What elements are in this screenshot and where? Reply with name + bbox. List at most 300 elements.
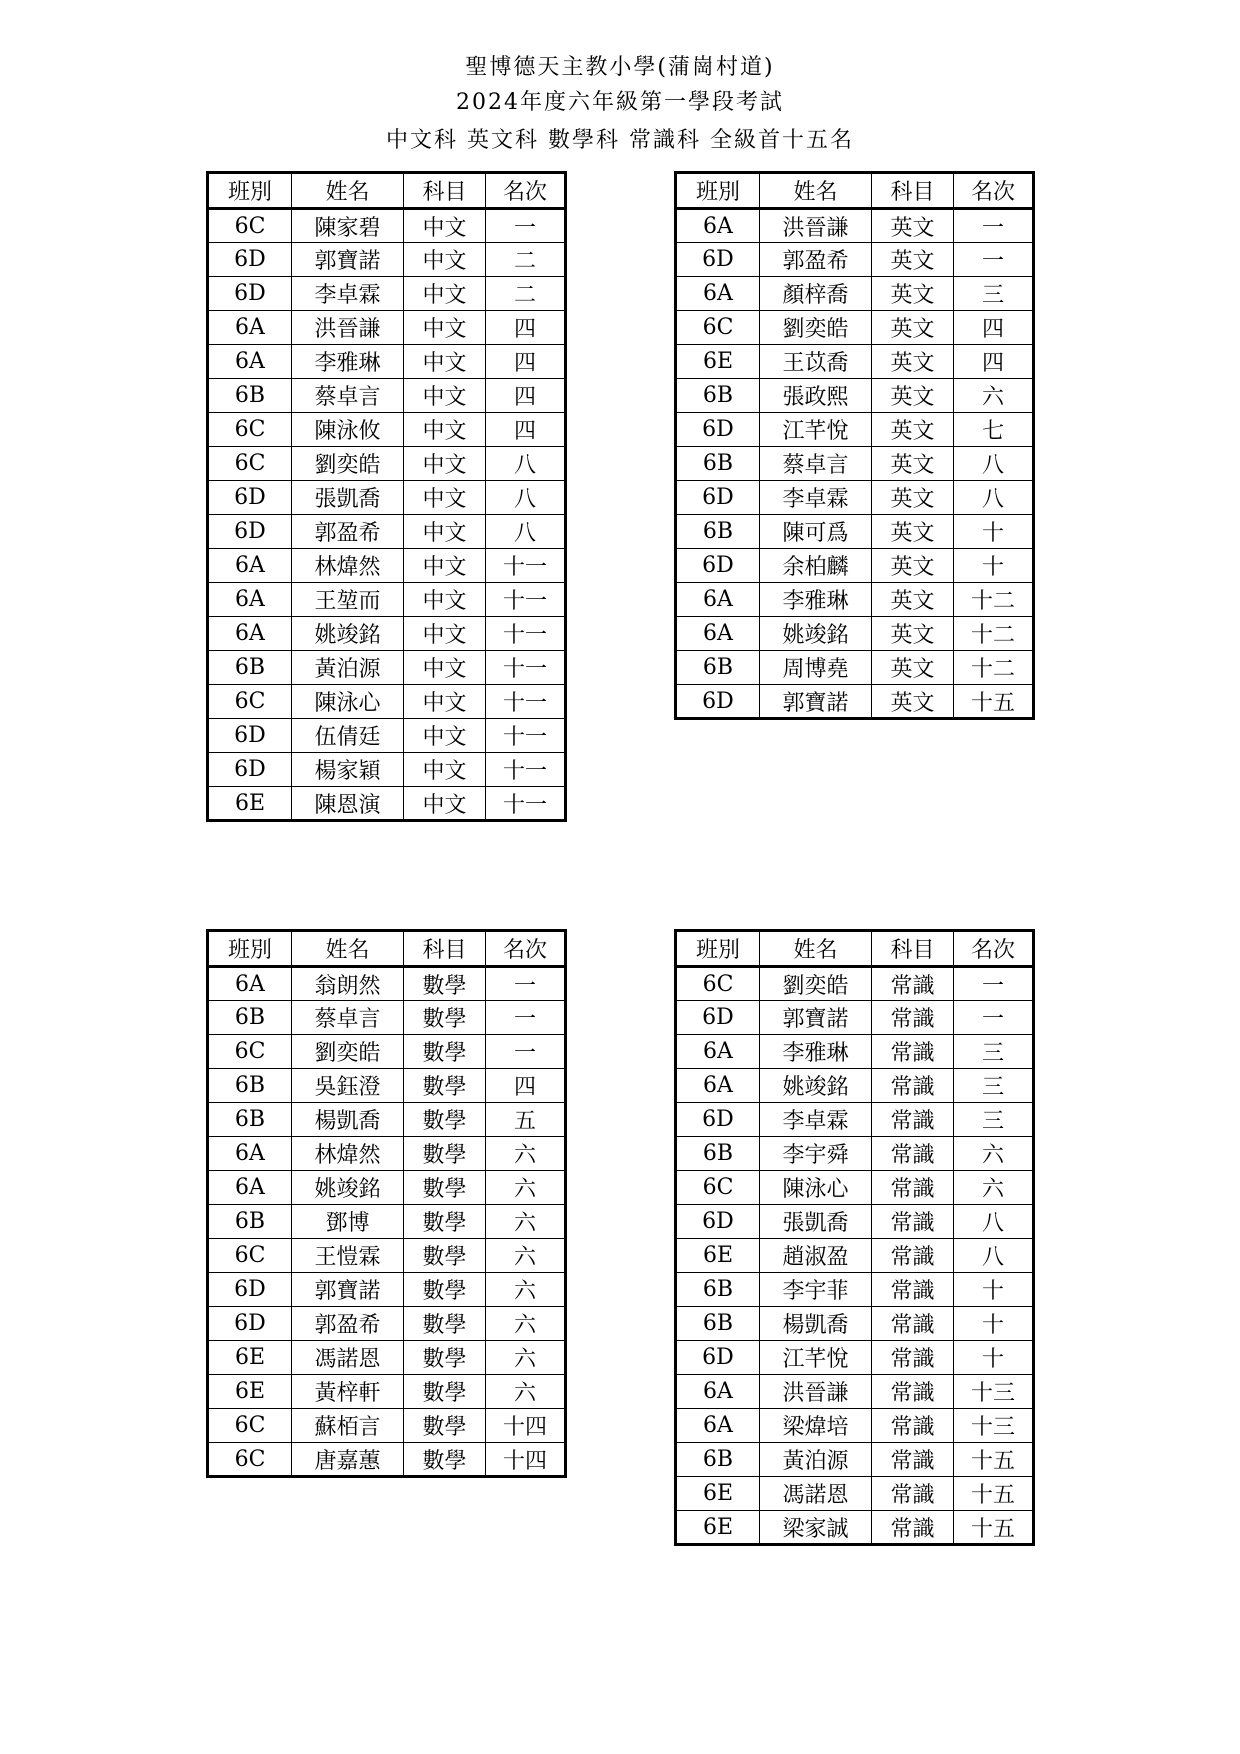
student-name-cell: 陳泳攸 bbox=[292, 413, 404, 447]
student-name-cell: 伍倩廷 bbox=[292, 719, 404, 753]
table-row bbox=[676, 1273, 1034, 1307]
student-name-cell: 林煒然 bbox=[292, 549, 404, 583]
class-cell: 6E bbox=[676, 345, 760, 379]
subject-cell: 常識 bbox=[872, 1239, 954, 1273]
class-cell: 6A bbox=[208, 549, 292, 583]
school-name: 聖博德天主教小學(蒲崗村道) bbox=[465, 55, 775, 80]
rank-cell: 十 bbox=[954, 549, 1034, 583]
student-name-cell: 蘇栢言 bbox=[292, 1409, 404, 1443]
subject-cell: 數學 bbox=[404, 1205, 486, 1239]
rank-cell: 六 bbox=[486, 1307, 566, 1341]
table-row bbox=[208, 1137, 566, 1171]
subject-cell: 數學 bbox=[404, 1137, 486, 1171]
class-cell: 6D bbox=[208, 243, 292, 277]
class-cell: 6C bbox=[208, 685, 292, 719]
class-cell: 6B bbox=[208, 651, 292, 685]
rank-cell: 十二 bbox=[954, 651, 1034, 685]
rank-cell: 十五 bbox=[954, 1443, 1034, 1477]
rank-cell: 四 bbox=[486, 345, 566, 379]
header-name: 姓名 bbox=[292, 931, 404, 967]
class-cell: 6B bbox=[208, 1001, 292, 1035]
student-name-cell: 唐嘉蕙 bbox=[292, 1443, 404, 1477]
table-row bbox=[676, 311, 1034, 345]
student-name-cell: 李宇舜 bbox=[760, 1137, 872, 1171]
table-row bbox=[208, 1375, 566, 1409]
subject-cell: 英文 bbox=[872, 515, 954, 549]
class-cell: 6D bbox=[208, 277, 292, 311]
header-rank: 名次 bbox=[486, 173, 566, 209]
class-cell: 6C bbox=[208, 447, 292, 481]
class-cell: 6D bbox=[208, 481, 292, 515]
header-subject: 科目 bbox=[872, 931, 954, 967]
student-name-cell: 郭寶諾 bbox=[292, 1273, 404, 1307]
class-cell: 6B bbox=[208, 1103, 292, 1137]
class-cell: 6A bbox=[208, 583, 292, 617]
rank-cell: 七 bbox=[954, 413, 1034, 447]
rank-cell: 十 bbox=[954, 515, 1034, 549]
subject-cell: 英文 bbox=[872, 481, 954, 515]
student-name-cell: 陳恩演 bbox=[292, 787, 404, 821]
subject-cell: 中文 bbox=[404, 617, 486, 651]
subject-cell: 常識 bbox=[872, 1341, 954, 1375]
table-row bbox=[676, 1205, 1034, 1239]
class-cell: 6B bbox=[676, 1273, 760, 1307]
subject-cell: 中文 bbox=[404, 243, 486, 277]
rank-cell: 十一 bbox=[486, 583, 566, 617]
rank-cell: 六 bbox=[486, 1375, 566, 1409]
student-name-cell: 林煒然 bbox=[292, 1137, 404, 1171]
student-name-cell: 蔡卓言 bbox=[760, 447, 872, 481]
class-cell: 6C bbox=[676, 967, 760, 1001]
class-cell: 6D bbox=[208, 753, 292, 787]
rank-cell: 八 bbox=[486, 447, 566, 481]
table-row bbox=[676, 1137, 1034, 1171]
class-cell: 6D bbox=[676, 481, 760, 515]
rank-cell: 一 bbox=[486, 1001, 566, 1035]
student-name-cell: 陳泳心 bbox=[760, 1171, 872, 1205]
table-row bbox=[676, 583, 1034, 617]
rank-cell: 四 bbox=[954, 345, 1034, 379]
student-name-cell: 黃泊源 bbox=[292, 651, 404, 685]
class-cell: 6D bbox=[208, 1273, 292, 1307]
subject-cell: 中文 bbox=[404, 753, 486, 787]
rank-cell: 十三 bbox=[954, 1375, 1034, 1409]
student-name-cell: 周博堯 bbox=[760, 651, 872, 685]
table-header-row bbox=[676, 931, 1034, 967]
english-ranking-table bbox=[674, 171, 1035, 720]
student-name-cell: 郭盈希 bbox=[292, 515, 404, 549]
student-name-cell: 劉奕皓 bbox=[292, 1035, 404, 1069]
subject-cell: 中文 bbox=[404, 413, 486, 447]
table-row bbox=[676, 1035, 1034, 1069]
subject-cell: 英文 bbox=[872, 379, 954, 413]
rank-cell: 十三 bbox=[954, 1409, 1034, 1443]
table-row bbox=[208, 651, 566, 685]
table-row bbox=[208, 787, 566, 821]
subject-cell: 中文 bbox=[404, 481, 486, 515]
student-name-cell: 黃泊源 bbox=[760, 1443, 872, 1477]
class-cell: 6D bbox=[676, 1103, 760, 1137]
header-class: 班別 bbox=[208, 931, 292, 967]
rank-cell: 十 bbox=[954, 1341, 1034, 1375]
subject-cell: 中文 bbox=[404, 515, 486, 549]
rank-cell: 四 bbox=[486, 379, 566, 413]
subject-cell: 常識 bbox=[872, 1477, 954, 1511]
table-row bbox=[676, 413, 1034, 447]
subject-cell: 常識 bbox=[872, 1273, 954, 1307]
exam-title: 2024年度六年級第一學段考試 bbox=[456, 90, 784, 115]
table-row bbox=[208, 719, 566, 753]
subject-cell: 數學 bbox=[404, 1273, 486, 1307]
subject-cell: 英文 bbox=[872, 345, 954, 379]
table-row bbox=[676, 1375, 1034, 1409]
subject-cell: 數學 bbox=[404, 1069, 486, 1103]
table-row bbox=[208, 967, 566, 1001]
table-row bbox=[208, 1103, 566, 1137]
rank-cell: 六 bbox=[954, 379, 1034, 413]
student-name-cell: 劉奕皓 bbox=[760, 967, 872, 1001]
rank-cell: 十二 bbox=[954, 617, 1034, 651]
class-cell: 6D bbox=[676, 413, 760, 447]
class-cell: 6B bbox=[676, 447, 760, 481]
subject-cell: 中文 bbox=[404, 277, 486, 311]
subject-cell: 常識 bbox=[872, 1511, 954, 1545]
rank-cell: 六 bbox=[954, 1137, 1034, 1171]
subject-cell: 數學 bbox=[404, 1375, 486, 1409]
table-row bbox=[208, 1205, 566, 1239]
class-cell: 6D bbox=[676, 1341, 760, 1375]
rank-cell: 一 bbox=[486, 1035, 566, 1069]
table-row bbox=[208, 277, 566, 311]
table-row bbox=[676, 1409, 1034, 1443]
rank-cell: 四 bbox=[486, 1069, 566, 1103]
header-rank: 名次 bbox=[954, 173, 1034, 209]
subject-cell: 英文 bbox=[872, 243, 954, 277]
rank-cell: 六 bbox=[486, 1341, 566, 1375]
student-name-cell: 李雅琳 bbox=[292, 345, 404, 379]
rank-cell: 十二 bbox=[954, 583, 1034, 617]
class-cell: 6C bbox=[208, 1409, 292, 1443]
table-row bbox=[208, 1035, 566, 1069]
subject-cell: 常識 bbox=[872, 1307, 954, 1341]
subject-cell: 常識 bbox=[872, 1443, 954, 1477]
student-name-cell: 李宇菲 bbox=[760, 1273, 872, 1307]
table-row bbox=[208, 379, 566, 413]
rank-cell: 二 bbox=[486, 243, 566, 277]
table-row bbox=[208, 617, 566, 651]
class-cell: 6C bbox=[676, 1171, 760, 1205]
rank-cell: 十一 bbox=[486, 787, 566, 821]
subject-cell: 常識 bbox=[872, 1001, 954, 1035]
rank-cell: 一 bbox=[486, 209, 566, 243]
table-row bbox=[676, 243, 1034, 277]
student-name-cell: 姚竣銘 bbox=[292, 617, 404, 651]
student-name-cell: 姚竣銘 bbox=[292, 1171, 404, 1205]
student-name-cell: 鄧博 bbox=[292, 1205, 404, 1239]
subject-cell: 常識 bbox=[872, 1205, 954, 1239]
subject-cell: 數學 bbox=[404, 1001, 486, 1035]
class-cell: 6B bbox=[676, 1137, 760, 1171]
subject-cell: 數學 bbox=[404, 1307, 486, 1341]
subject-cell: 數學 bbox=[404, 1171, 486, 1205]
student-name-cell: 張政熙 bbox=[760, 379, 872, 413]
class-cell: 6D bbox=[208, 515, 292, 549]
student-name-cell: 郭寶諾 bbox=[760, 685, 872, 719]
table-row bbox=[208, 1341, 566, 1375]
class-cell: 6D bbox=[676, 1205, 760, 1239]
class-cell: 6B bbox=[208, 1205, 292, 1239]
rank-cell: 八 bbox=[954, 447, 1034, 481]
student-name-cell: 洪晉謙 bbox=[760, 1375, 872, 1409]
student-name-cell: 姚竣銘 bbox=[760, 1069, 872, 1103]
table-row bbox=[676, 481, 1034, 515]
rank-cell: 六 bbox=[486, 1273, 566, 1307]
table-row bbox=[676, 617, 1034, 651]
subject-cell: 英文 bbox=[872, 651, 954, 685]
table-row bbox=[676, 549, 1034, 583]
table-row bbox=[676, 967, 1034, 1001]
class-cell: 6C bbox=[208, 413, 292, 447]
student-name-cell: 梁家誠 bbox=[760, 1511, 872, 1545]
table-row bbox=[208, 1001, 566, 1035]
class-cell: 6C bbox=[676, 311, 760, 345]
header-class: 班別 bbox=[676, 931, 760, 967]
subject-cell: 常識 bbox=[872, 1375, 954, 1409]
class-cell: 6D bbox=[676, 685, 760, 719]
rank-cell: 四 bbox=[486, 311, 566, 345]
table-row bbox=[676, 1103, 1034, 1137]
table-header-row bbox=[676, 173, 1034, 209]
class-cell: 6E bbox=[676, 1511, 760, 1545]
student-name-cell: 姚竣銘 bbox=[760, 617, 872, 651]
rank-cell: 十一 bbox=[486, 753, 566, 787]
rank-cell: 八 bbox=[486, 515, 566, 549]
header-rank: 名次 bbox=[486, 931, 566, 967]
class-cell: 6B bbox=[676, 651, 760, 685]
class-cell: 6A bbox=[676, 277, 760, 311]
class-cell: 6E bbox=[208, 1375, 292, 1409]
rank-cell: 八 bbox=[486, 481, 566, 515]
class-cell: 6A bbox=[676, 209, 760, 243]
subject-cell: 常識 bbox=[872, 1171, 954, 1205]
table-row bbox=[676, 1341, 1034, 1375]
table-row bbox=[208, 1239, 566, 1273]
student-name-cell: 翁朗然 bbox=[292, 967, 404, 1001]
rank-cell: 五 bbox=[486, 1103, 566, 1137]
student-name-cell: 梁煒培 bbox=[760, 1409, 872, 1443]
rank-cell: 八 bbox=[954, 481, 1034, 515]
class-cell: 6A bbox=[676, 1375, 760, 1409]
subject-cell: 數學 bbox=[404, 1103, 486, 1137]
class-cell: 6B bbox=[676, 515, 760, 549]
table-row bbox=[676, 277, 1034, 311]
table-row bbox=[208, 1443, 566, 1477]
subject-cell: 英文 bbox=[872, 583, 954, 617]
student-name-cell: 張凱喬 bbox=[292, 481, 404, 515]
class-cell: 6B bbox=[676, 1307, 760, 1341]
table-row bbox=[208, 1171, 566, 1205]
header-subject: 科目 bbox=[872, 173, 954, 209]
subject-cell: 中文 bbox=[404, 583, 486, 617]
subject-cell: 中文 bbox=[404, 209, 486, 243]
table-row bbox=[676, 1171, 1034, 1205]
table-row bbox=[676, 1477, 1034, 1511]
table-row bbox=[676, 515, 1034, 549]
subject-cell: 中文 bbox=[404, 719, 486, 753]
rank-cell: 十五 bbox=[954, 685, 1034, 719]
class-cell: 6D bbox=[208, 719, 292, 753]
table-row bbox=[676, 1511, 1034, 1545]
class-cell: 6D bbox=[676, 243, 760, 277]
subject-cell: 常識 bbox=[872, 1409, 954, 1443]
rank-cell: 三 bbox=[954, 277, 1034, 311]
subject-cell: 英文 bbox=[872, 413, 954, 447]
student-name-cell: 王苡喬 bbox=[760, 345, 872, 379]
rank-cell: 六 bbox=[486, 1137, 566, 1171]
rank-cell: 十四 bbox=[486, 1409, 566, 1443]
table-header-row bbox=[208, 173, 566, 209]
class-cell: 6E bbox=[208, 1341, 292, 1375]
student-name-cell: 蔡卓言 bbox=[292, 1001, 404, 1035]
rank-cell: 十一 bbox=[486, 617, 566, 651]
rank-cell: 一 bbox=[954, 967, 1034, 1001]
rank-cell: 十一 bbox=[486, 719, 566, 753]
table-row bbox=[208, 1273, 566, 1307]
table-row bbox=[208, 685, 566, 719]
class-cell: 6D bbox=[676, 549, 760, 583]
table-row bbox=[676, 1239, 1034, 1273]
header-name: 姓名 bbox=[292, 173, 404, 209]
class-cell: 6A bbox=[208, 967, 292, 1001]
rank-cell: 一 bbox=[486, 967, 566, 1001]
subject-cell: 數學 bbox=[404, 1409, 486, 1443]
class-cell: 6E bbox=[208, 787, 292, 821]
subject-cell: 數學 bbox=[404, 1341, 486, 1375]
table-row bbox=[208, 413, 566, 447]
student-name-cell: 郭寶諾 bbox=[760, 1001, 872, 1035]
class-cell: 6B bbox=[208, 1069, 292, 1103]
student-name-cell: 馮諾恩 bbox=[760, 1477, 872, 1511]
subject-cell: 中文 bbox=[404, 651, 486, 685]
class-cell: 6A bbox=[208, 1171, 292, 1205]
subject-cell: 英文 bbox=[872, 447, 954, 481]
table-row bbox=[208, 549, 566, 583]
class-cell: 6A bbox=[208, 617, 292, 651]
rank-cell: 十五 bbox=[954, 1477, 1034, 1511]
rank-cell: 四 bbox=[954, 311, 1034, 345]
class-cell: 6A bbox=[676, 1409, 760, 1443]
table-row bbox=[676, 209, 1034, 243]
header-class: 班別 bbox=[676, 173, 760, 209]
student-name-cell: 蔡卓言 bbox=[292, 379, 404, 413]
subject-cell: 中文 bbox=[404, 379, 486, 413]
student-name-cell: 劉奕皓 bbox=[760, 311, 872, 345]
table-row bbox=[676, 1001, 1034, 1035]
student-name-cell: 李卓霖 bbox=[292, 277, 404, 311]
student-name-cell: 郭寶諾 bbox=[292, 243, 404, 277]
subject-cell: 中文 bbox=[404, 787, 486, 821]
class-cell: 6C bbox=[208, 1443, 292, 1477]
rank-cell: 六 bbox=[486, 1171, 566, 1205]
student-name-cell: 趙淑盈 bbox=[760, 1239, 872, 1273]
student-name-cell: 陳可爲 bbox=[760, 515, 872, 549]
table-row bbox=[676, 345, 1034, 379]
subject-cell: 數學 bbox=[404, 1443, 486, 1477]
math-ranking-table bbox=[206, 929, 567, 1478]
subject-cell: 中文 bbox=[404, 549, 486, 583]
student-name-cell: 馮諾恩 bbox=[292, 1341, 404, 1375]
table-row bbox=[208, 447, 566, 481]
subject-cell: 中文 bbox=[404, 345, 486, 379]
rank-cell: 六 bbox=[486, 1205, 566, 1239]
subject-cell: 常識 bbox=[872, 967, 954, 1001]
rank-cell: 十 bbox=[954, 1273, 1034, 1307]
student-name-cell: 郭盈希 bbox=[760, 243, 872, 277]
class-cell: 6C bbox=[208, 1035, 292, 1069]
student-name-cell: 洪晉謙 bbox=[292, 311, 404, 345]
table-header-row bbox=[208, 931, 566, 967]
class-cell: 6E bbox=[676, 1239, 760, 1273]
student-name-cell: 楊家穎 bbox=[292, 753, 404, 787]
general-studies-ranking-table bbox=[674, 929, 1035, 1546]
header-name: 姓名 bbox=[760, 931, 872, 967]
subject-cell: 英文 bbox=[872, 685, 954, 719]
subject-cell: 英文 bbox=[872, 311, 954, 345]
student-name-cell: 李卓霖 bbox=[760, 481, 872, 515]
student-name-cell: 李卓霖 bbox=[760, 1103, 872, 1137]
subject-cell: 常識 bbox=[872, 1035, 954, 1069]
table-row bbox=[676, 1069, 1034, 1103]
chinese-ranking-table bbox=[206, 171, 567, 822]
rank-cell: 四 bbox=[486, 413, 566, 447]
student-name-cell: 洪晉謙 bbox=[760, 209, 872, 243]
class-cell: 6A bbox=[676, 1035, 760, 1069]
header-name: 姓名 bbox=[760, 173, 872, 209]
class-cell: 6C bbox=[208, 1239, 292, 1273]
subject-cell: 數學 bbox=[404, 967, 486, 1001]
subject-cell: 英文 bbox=[872, 277, 954, 311]
header-rank: 名次 bbox=[954, 931, 1034, 967]
student-name-cell: 黃梓軒 bbox=[292, 1375, 404, 1409]
class-cell: 6B bbox=[208, 379, 292, 413]
table-row bbox=[208, 515, 566, 549]
table-row bbox=[676, 1307, 1034, 1341]
subject-cell: 數學 bbox=[404, 1035, 486, 1069]
table-row bbox=[208, 481, 566, 515]
table-row bbox=[208, 345, 566, 379]
header-class: 班別 bbox=[208, 173, 292, 209]
rank-cell: 八 bbox=[954, 1239, 1034, 1273]
student-name-cell: 張凱喬 bbox=[760, 1205, 872, 1239]
table-row bbox=[208, 753, 566, 787]
table-row bbox=[676, 379, 1034, 413]
subject-cell: 英文 bbox=[872, 549, 954, 583]
rank-cell: 十一 bbox=[486, 651, 566, 685]
subject-cell: 中文 bbox=[404, 447, 486, 481]
rank-cell: 三 bbox=[954, 1103, 1034, 1137]
subject-cell: 中文 bbox=[404, 311, 486, 345]
rank-cell: 六 bbox=[954, 1171, 1034, 1205]
subject-cell: 英文 bbox=[872, 209, 954, 243]
class-cell: 6E bbox=[676, 1477, 760, 1511]
subject-cell: 數學 bbox=[404, 1239, 486, 1273]
class-cell: 6A bbox=[208, 1137, 292, 1171]
subject-cell: 中文 bbox=[404, 685, 486, 719]
class-cell: 6D bbox=[676, 1001, 760, 1035]
rank-cell: 六 bbox=[486, 1239, 566, 1273]
class-cell: 6A bbox=[676, 617, 760, 651]
table-row bbox=[208, 1307, 566, 1341]
